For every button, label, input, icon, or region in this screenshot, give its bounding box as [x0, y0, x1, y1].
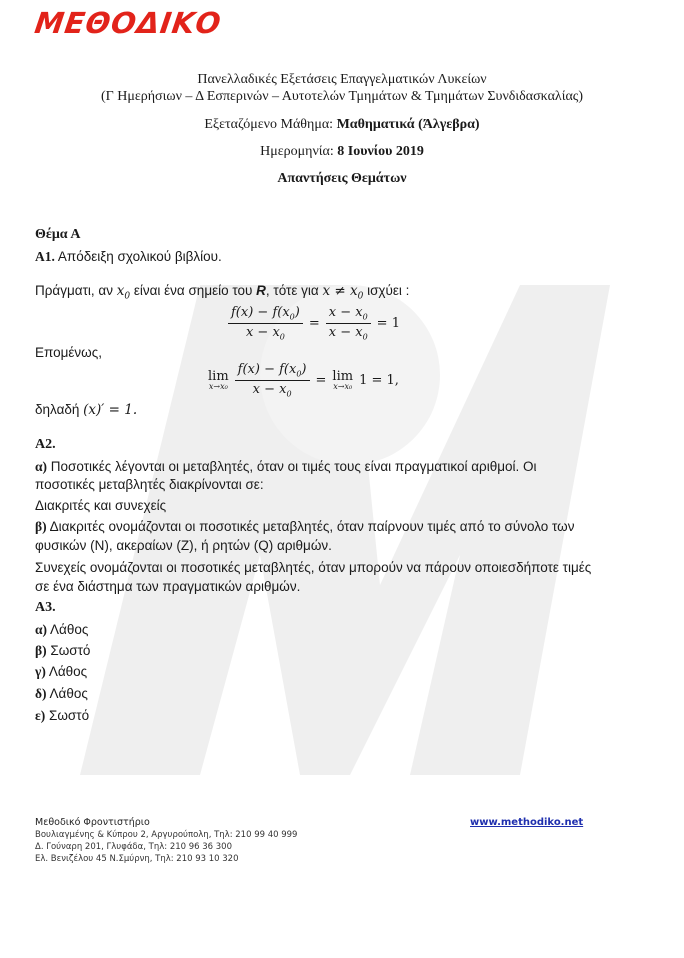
- a2-beta-label: β): [35, 519, 47, 534]
- a1-intro-3: , τότε για: [265, 283, 323, 298]
- date-value: 8 Ιουνίου 2019: [337, 144, 424, 159]
- a3-answer-value: Λάθος: [47, 622, 89, 637]
- a3-answer-letter: γ): [35, 664, 46, 679]
- website-link[interactable]: www.methodiko.net: [470, 817, 584, 828]
- a3-answer-4: [35, 686, 88, 702]
- a1-text: Απόδειξη σχολικού βιβλίου.: [57, 249, 222, 264]
- derivative-result: (x)′ = 1.: [83, 402, 138, 418]
- a2-types: Διακριτές και συνεχείς: [35, 498, 167, 513]
- methodiko-logo: ΜΕΘΟΔΙΚΟ: [32, 6, 224, 40]
- limit-equation: lim x→x₀ $\frac{f(x) - f(x_0)}{x - x_0}$ = lim x→x₀ 1 = 1,: [208, 362, 399, 399]
- a3-answer-1: [35, 622, 88, 638]
- limit-quotient: $\frac{f(x) - f(x_0)}{x - x_0}$: [235, 362, 310, 398]
- a2-continuous-line1: Συνεχείς ονομάζονται οι ποσοτικές μεταβλητές, όταν μπορούν να πάρουν οποιεσδήποτε τιμές: [35, 560, 592, 575]
- limit-operator-left: lim x→x₀: [208, 368, 229, 391]
- x0-symbol: $x_0$: [116, 283, 131, 302]
- footer-address-2: Δ. Γούναρη 201, Γλυφάδα, Τηλ: 210 96 36 300: [35, 842, 232, 852]
- difference-quotient-equation: $\frac{f(x) - f(x_0)}{x - x_0}$ = $\frac{x - x_0}{x - x_0}$ = 1: [228, 305, 400, 341]
- date-label: Ημερομηνία:: [260, 144, 338, 159]
- a3-label: Α3.: [35, 600, 56, 615]
- a2-beta-text-1: Διακριτές ονομάζονται οι ποσοτικές μεταβλητές, όταν παίρνουν τιμές από το σύνολο των: [46, 519, 575, 534]
- a1-intro: [35, 283, 409, 302]
- a2-alpha-line1: [35, 459, 537, 475]
- difference-quotient: $\frac{f(x) - f(x_0)}{x - x_0}$: [228, 305, 303, 341]
- a2-beta-line2: φυσικών (N), ακεραίων (Z), ή ρητών (Q) αριθμών.: [35, 538, 332, 553]
- theme-a-heading: Θέμα Α: [35, 227, 81, 242]
- a3-answer-letter: ε): [35, 708, 46, 723]
- a2-label: Α2.: [35, 437, 56, 452]
- limit-operator-right: lim x→x₀: [332, 368, 354, 391]
- a3-answer-letter: β): [35, 643, 47, 658]
- real-numbers-R: R: [256, 283, 266, 298]
- a3-answer-value: Λάθος: [45, 664, 88, 679]
- exam-title-line2: (Γ Ημερήσιων – Δ Εσπερινών – Αυτοτελών Τμημάτων & Τμημάτων Συνδιδασκαλίας): [100, 89, 584, 104]
- x-neq-x0: $x \ne x_0$: [322, 283, 364, 302]
- answers-title: Απαντήσεις Θεμάτων: [277, 171, 407, 186]
- a2-beta-line1: [35, 519, 574, 535]
- a3-answer-2: [35, 643, 90, 659]
- a1-intro-1: Πράγματι, αν: [35, 283, 117, 298]
- a3-answer-value: Σωστό: [45, 708, 90, 723]
- a1-intro-4: ισχύει :: [363, 283, 410, 298]
- footer-school-name: Μεθοδικό Φροντιστήριο: [35, 817, 150, 828]
- exam-title-line1: Πανελλαδικές Εξετάσεις Επαγγελματικών Λυκείων: [197, 72, 487, 87]
- derivative-conclusion: [35, 402, 137, 418]
- a1-label: Α1.: [35, 249, 55, 264]
- a3-answer-letter: δ): [35, 686, 47, 701]
- that-is-text: δηλαδή: [35, 402, 84, 417]
- a2-alpha-line2: ποσοτικές μεταβλητές διακρίνονται σε:: [35, 477, 264, 492]
- a1-intro-2: είναι ένα σημείο του: [130, 283, 257, 298]
- subject-line: [0, 117, 684, 133]
- a3-answer-5: [35, 708, 89, 724]
- a3-answer-letter: α): [35, 622, 48, 637]
- a3-answer-value: Λάθος: [46, 686, 88, 701]
- a2-alpha-label: α): [35, 459, 48, 474]
- footer-address-1: Βουλιαγμένης & Κύπρου 2, Αργυρούπολη, Τηλ: 210 99 40 999: [35, 830, 298, 840]
- a2-continuous-line2: σε ένα διάστημα των πραγματικών αριθμών.: [35, 579, 301, 594]
- a3-answer-3: [35, 664, 87, 680]
- subject-value: Μαθηματικά (Άλγεβρα): [336, 117, 480, 132]
- simplified-quotient: $\frac{x - x_0}{x - x_0}$: [326, 305, 371, 341]
- a3-answer-value: Σωστό: [46, 643, 91, 658]
- footer-address-3: Ελ. Βενιζέλου 45 Ν.Σμύρνη, Τηλ: 210 93 10 320: [35, 854, 239, 864]
- subject-label: Εξεταζόμενο Μάθημα:: [204, 117, 337, 132]
- consequently-text: Επομένως,: [35, 345, 102, 360]
- a2-alpha-text-1: Ποσοτικές λέγονται οι μεταβλητές, όταν οι τιμές τους είναι πραγματικοί αριθμοί. Οι: [47, 459, 537, 474]
- date-line: [0, 144, 684, 160]
- a1-line: [35, 249, 222, 265]
